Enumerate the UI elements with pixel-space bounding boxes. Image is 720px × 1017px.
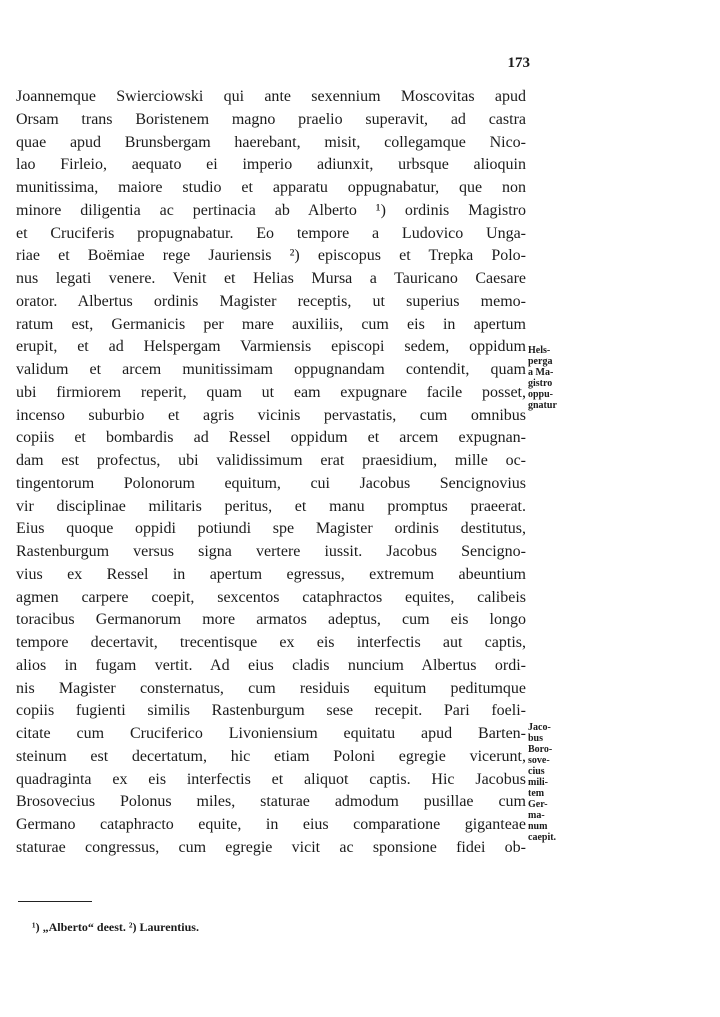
- text-line: et Cruciferis propugnabatur. Eo tempore a Ludovico Unga-: [16, 224, 526, 242]
- text-line: munitissima, maiore studio et apparatu oppugnabatur, que non: [16, 179, 526, 196]
- margin-note-line: oppu-: [528, 389, 554, 400]
- text-line: Eius quoque oppidi potiundi spe Magister ordinis destitutus,: [16, 520, 526, 538]
- text-line: steinum est decertatum, hic etiam Poloni egregie vicerunt,: [16, 747, 526, 765]
- margin-note-line: gnatur: [528, 400, 557, 411]
- text-line: citate cum Cruciferico Livoniensium equitatu apud Barten-: [16, 725, 526, 742]
- text-line: incenso suburbio et agris vicinis pervastatis, cum omnibus: [16, 406, 526, 424]
- margin-note-line: bus: [528, 733, 544, 744]
- text-line: lao Firleio, aequato ei imperio adiunxit, urbsque alioquin: [16, 156, 526, 174]
- margin-note-line: num: [528, 821, 548, 832]
- text-line: ratum est, Germanicis per mare auxiliis, cum eis in apertum: [16, 315, 526, 333]
- margin-note-line: perga: [528, 356, 553, 367]
- margin-note-line: Jaco-: [528, 722, 551, 733]
- text-line: alios in fugam vertit. Ad eius cladis nuncium Albertus ordi-: [16, 656, 526, 674]
- text-line: Brosovecius Polonus miles, staturae admodum pusillae cum: [16, 793, 526, 811]
- text-line: dam est profectus, ubi validissimum erat praesidium, mille oc-: [16, 452, 526, 469]
- margin-note-line: tem: [528, 788, 545, 799]
- text-line: Germano cataphracto equite, in eius comparatione giganteae: [16, 816, 526, 833]
- text-line: Joannemque Swierciowski qui ante sexennium Moscovitas apud: [16, 88, 526, 105]
- text-line: ubi firmiorem reperit, quam ut eam expugnare facile posset,: [16, 383, 526, 401]
- margin-note-line: mili-: [528, 777, 548, 788]
- margin-note-line: gistro: [528, 378, 553, 389]
- text-line: vius ex Ressel in apertum egressus, extremum abeuntium: [16, 565, 526, 583]
- text-line: Rastenburgum versus signa vertere iussit. Jacobus Sencigno-: [16, 543, 526, 560]
- page-number: 173: [507, 55, 530, 71]
- text-line: quadraginta ex eis interfectis et aliquot captis. Hic Jacobus: [16, 770, 526, 788]
- text-line: orator. Albertus ordinis Magister receptis, ut superius memo-: [16, 292, 526, 310]
- margin-note-line: Ger-: [528, 799, 548, 810]
- text-line: validum et arcem munitissimam oppugnandam contendit, quam: [16, 361, 526, 378]
- margin-note-line: caepit.: [528, 832, 557, 843]
- margin-note-line: Boro-: [528, 744, 553, 755]
- text-line: tempore decertavit, trecentisque ex eis interfectis aut captis,: [16, 634, 526, 651]
- margin-note-line: ma-: [528, 810, 545, 821]
- margin-note-line: cius: [528, 766, 545, 777]
- text-line: riae et Boëmiae rege Jauriensis ²) episcopus et Trepka Polo-: [16, 247, 526, 265]
- text-line: toracibus Germanorum more armatos adeptus, cum eis longo: [16, 611, 526, 629]
- text-line: minore diligentia ac pertinacia ab Alberto ¹) ordinis Magistro: [16, 201, 526, 219]
- text-line: nus legati venere. Venit et Helias Mursa a Tauricano Caesare: [16, 270, 526, 287]
- margin-note-jacobus: [528, 722, 572, 843]
- text-line: nis Magister consternatus, cum residuis equitum peditumque: [16, 679, 526, 697]
- margin-note-line: sove-: [528, 755, 550, 766]
- text-line: copiis fugienti similis Rastenburgum sese recepit. Pari foeli-: [16, 702, 526, 720]
- margin-note-helsperga: [528, 345, 572, 411]
- text-line: tingentorum Polonorum equitum, cui Jacobus Sencignovius: [16, 474, 526, 492]
- text-line: erupit, et ad Helspergam Varmiensis episcopi sedem, oppidum: [16, 338, 526, 356]
- text-line: vir disciplinae militaris peritus, et manu promptus praeerat.: [16, 497, 526, 515]
- footnotes: ¹) „Alberto“ deest. ²) Laurentius.: [32, 920, 199, 934]
- text-line: Orsam trans Boristenem magno praelio superavit, ad castra: [16, 110, 526, 128]
- margin-note-line: Hels-: [528, 345, 551, 356]
- text-line: copiis et bombardis ad Ressel oppidum et arcem expugnan-: [16, 429, 526, 447]
- main-text: [16, 86, 526, 860]
- footnote-divider: [18, 901, 92, 902]
- text-line: agmen carpere coepit, sexcentos cataphractos equites, calibeis: [16, 588, 526, 606]
- text-line: quae apud Brunsbergam haerebant, misit, collegamque Nico-: [16, 133, 526, 151]
- margin-note-line: a Ma-: [528, 367, 554, 378]
- text-line: staturae congressus, cum egregie vicit ac sponsione fidei ob-: [16, 838, 526, 856]
